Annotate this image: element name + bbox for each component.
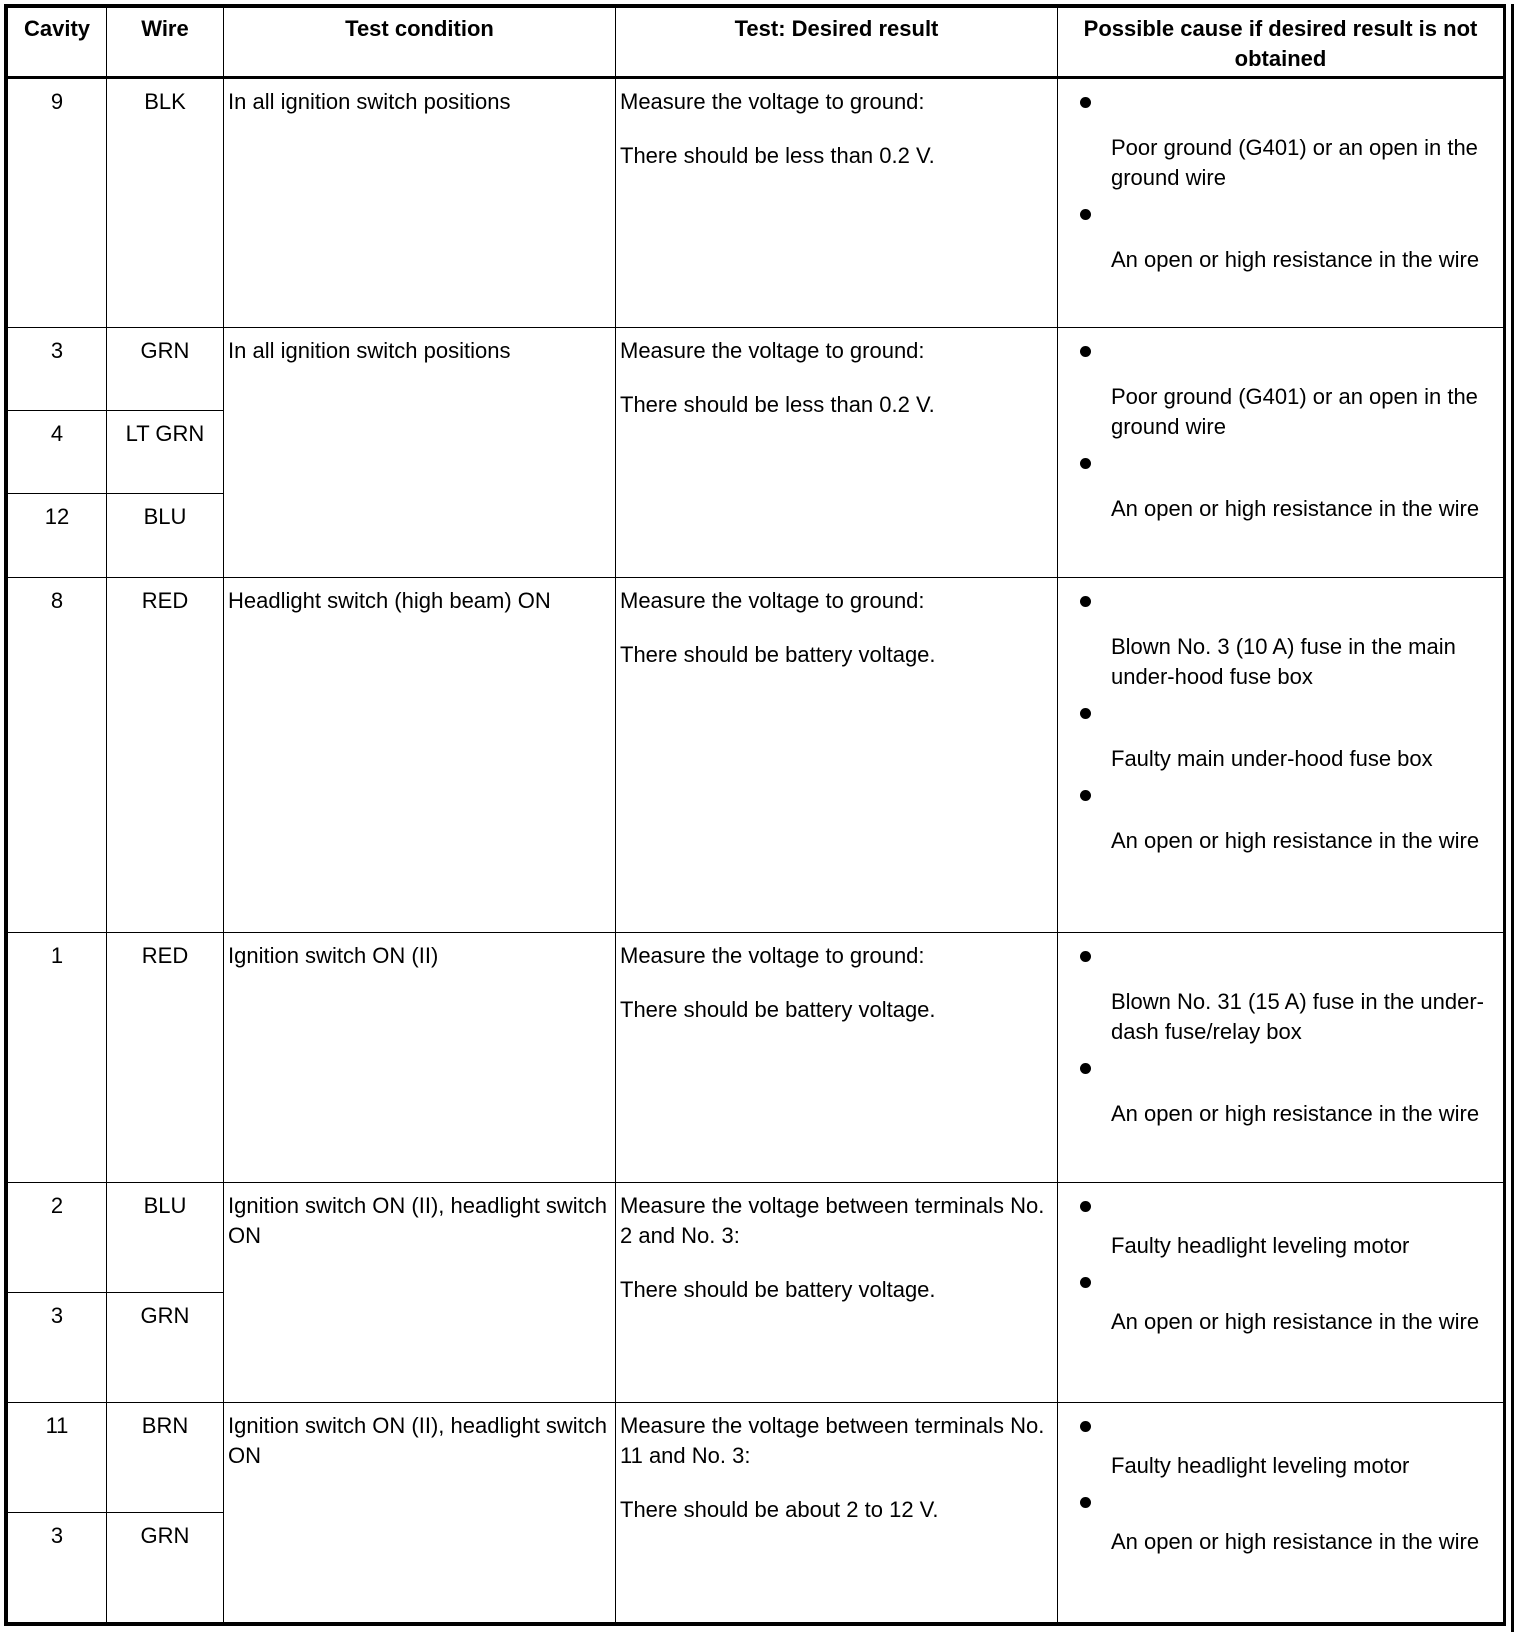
desired-result-line: There should be battery voltage. bbox=[620, 997, 936, 1022]
test-condition-cell: Ignition switch ON (II), headlight switch ON bbox=[224, 1403, 616, 1623]
cause-item bbox=[1080, 87, 1493, 193]
table-row bbox=[8, 328, 1504, 411]
wire-cell: BLU bbox=[107, 494, 224, 578]
cause-text: Blown No. 31 (15 A) fuse in the under-dash fuse/relay box bbox=[1111, 989, 1484, 1044]
desired-result-cell bbox=[616, 578, 1058, 933]
desired-result-line: Measure the voltage between terminals No. 2 and No. 3: bbox=[620, 1193, 1045, 1248]
bullet-icon bbox=[1080, 1063, 1091, 1074]
possible-cause-header: Possible cause if desired result is not obtained bbox=[1058, 8, 1504, 78]
table-row bbox=[8, 1183, 1504, 1293]
wire-cell: RED bbox=[107, 933, 224, 1183]
wire-cell: BLU bbox=[107, 1183, 224, 1293]
cause-text: An open or high resistance in the wire bbox=[1111, 828, 1480, 853]
table-row bbox=[8, 78, 1504, 328]
bullet-icon bbox=[1080, 951, 1091, 962]
cause-text: Blown No. 3 (10 A) fuse in the main under-hood fuse box bbox=[1111, 634, 1456, 689]
bullet-icon bbox=[1080, 346, 1091, 357]
bullet-icon bbox=[1080, 790, 1091, 801]
wire-cell: GRN bbox=[107, 1513, 224, 1623]
cause-item bbox=[1080, 448, 1493, 524]
desired-result-line: There should be about 2 to 12 V. bbox=[620, 1497, 939, 1522]
cavity-cell: 3 bbox=[8, 1293, 107, 1403]
wire-cell: BLK bbox=[107, 78, 224, 328]
bullet-icon bbox=[1080, 458, 1091, 469]
table-body bbox=[8, 78, 1504, 1623]
test-condition-cell: Ignition switch ON (II), headlight switch ON bbox=[224, 1183, 616, 1403]
desired-result-line: Measure the voltage between terminals No. 11 and No. 3: bbox=[620, 1413, 1045, 1468]
wire-cell: BRN bbox=[107, 1403, 224, 1513]
cause-item bbox=[1080, 1487, 1493, 1557]
cause-item bbox=[1080, 1411, 1493, 1481]
desired-result-line: Measure the voltage to ground: bbox=[620, 588, 925, 613]
table-row bbox=[8, 933, 1504, 1183]
desired-result-line: Measure the voltage to ground: bbox=[620, 89, 925, 114]
cause-text: Poor ground (G401) or an open in the ground wire bbox=[1111, 135, 1478, 190]
test-condition-cell: In all ignition switch positions bbox=[224, 78, 616, 328]
page-edge-line bbox=[1511, 4, 1514, 1632]
cause-item bbox=[1080, 1053, 1493, 1129]
possible-cause-cell bbox=[1058, 933, 1504, 1183]
table-row bbox=[8, 1403, 1504, 1513]
cause-text: An open or high resistance in the wire bbox=[1111, 1309, 1480, 1334]
cause-text: An open or high resistance in the wire bbox=[1111, 1529, 1480, 1554]
bullet-icon bbox=[1080, 708, 1091, 719]
cause-item bbox=[1080, 336, 1493, 442]
cause-item bbox=[1080, 780, 1493, 856]
possible-cause-cell bbox=[1058, 1403, 1504, 1623]
desired-result-cell bbox=[616, 1183, 1058, 1403]
possible-cause-cell bbox=[1058, 578, 1504, 933]
desired-result-cell bbox=[616, 933, 1058, 1183]
cavity-cell: 3 bbox=[8, 1513, 107, 1623]
bullet-icon bbox=[1080, 97, 1091, 108]
cause-text: An open or high resistance in the wire bbox=[1111, 1101, 1480, 1126]
cause-item bbox=[1080, 1191, 1493, 1261]
bullet-icon bbox=[1080, 209, 1091, 220]
cause-text: An open or high resistance in the wire bbox=[1111, 496, 1480, 521]
bullet-icon bbox=[1080, 1201, 1091, 1212]
bullet-icon bbox=[1080, 1421, 1091, 1432]
test-condition-cell: In all ignition switch positions bbox=[224, 328, 616, 578]
cavity-cell: 11 bbox=[8, 1403, 107, 1513]
wire-cell: GRN bbox=[107, 328, 224, 411]
cavity-cell: 9 bbox=[8, 78, 107, 328]
cause-item bbox=[1080, 586, 1493, 692]
bullet-icon bbox=[1080, 596, 1091, 607]
desired-result-cell bbox=[616, 78, 1058, 328]
cause-item bbox=[1080, 1267, 1493, 1337]
desired-result-line: Measure the voltage to ground: bbox=[620, 943, 925, 968]
desired-result-cell bbox=[616, 328, 1058, 578]
cavity-header: Cavity bbox=[8, 8, 107, 78]
cavity-cell: 3 bbox=[8, 328, 107, 411]
desired-result-line: There should be less than 0.2 V. bbox=[620, 392, 935, 417]
cause-text: Poor ground (G401) or an open in the ground wire bbox=[1111, 384, 1478, 439]
cause-text: Faulty headlight leveling motor bbox=[1111, 1233, 1410, 1258]
cause-text: An open or high resistance in the wire bbox=[1111, 247, 1480, 272]
table-row bbox=[8, 578, 1504, 933]
cavity-cell: 12 bbox=[8, 494, 107, 578]
cavity-cell: 1 bbox=[8, 933, 107, 1183]
wire-cell: RED bbox=[107, 578, 224, 933]
desired-result-line: There should be less than 0.2 V. bbox=[620, 143, 935, 168]
desired-result-line: There should be battery voltage. bbox=[620, 642, 936, 667]
possible-cause-cell bbox=[1058, 78, 1504, 328]
cavity-cell: 8 bbox=[8, 578, 107, 933]
wire-cell: LT GRN bbox=[107, 411, 224, 494]
possible-cause-cell bbox=[1058, 328, 1504, 578]
cavity-cell: 2 bbox=[8, 1183, 107, 1293]
bullet-icon bbox=[1080, 1497, 1091, 1508]
desired-result-line: Measure the voltage to ground: bbox=[620, 338, 925, 363]
wire-header: Wire bbox=[107, 8, 224, 78]
cause-item bbox=[1080, 698, 1493, 774]
cavity-cell: 4 bbox=[8, 411, 107, 494]
table-header-row bbox=[8, 8, 1504, 78]
test-table-frame bbox=[4, 4, 1506, 1626]
desired-result-cell bbox=[616, 1403, 1058, 1623]
test-condition-cell: Ignition switch ON (II) bbox=[224, 933, 616, 1183]
possible-cause-cell bbox=[1058, 1183, 1504, 1403]
desired-result-header: Test: Desired result bbox=[616, 8, 1058, 78]
bullet-icon bbox=[1080, 1277, 1091, 1288]
test-condition-cell: Headlight switch (high beam) ON bbox=[224, 578, 616, 933]
cause-item bbox=[1080, 199, 1493, 275]
cause-item bbox=[1080, 941, 1493, 1047]
cause-text: Faulty main under-hood fuse box bbox=[1111, 746, 1433, 771]
wire-cell: GRN bbox=[107, 1293, 224, 1403]
connector-test-table bbox=[7, 7, 1504, 1623]
test-condition-header: Test condition bbox=[224, 8, 616, 78]
cause-text: Faulty headlight leveling motor bbox=[1111, 1453, 1410, 1478]
desired-result-line: There should be battery voltage. bbox=[620, 1277, 936, 1302]
